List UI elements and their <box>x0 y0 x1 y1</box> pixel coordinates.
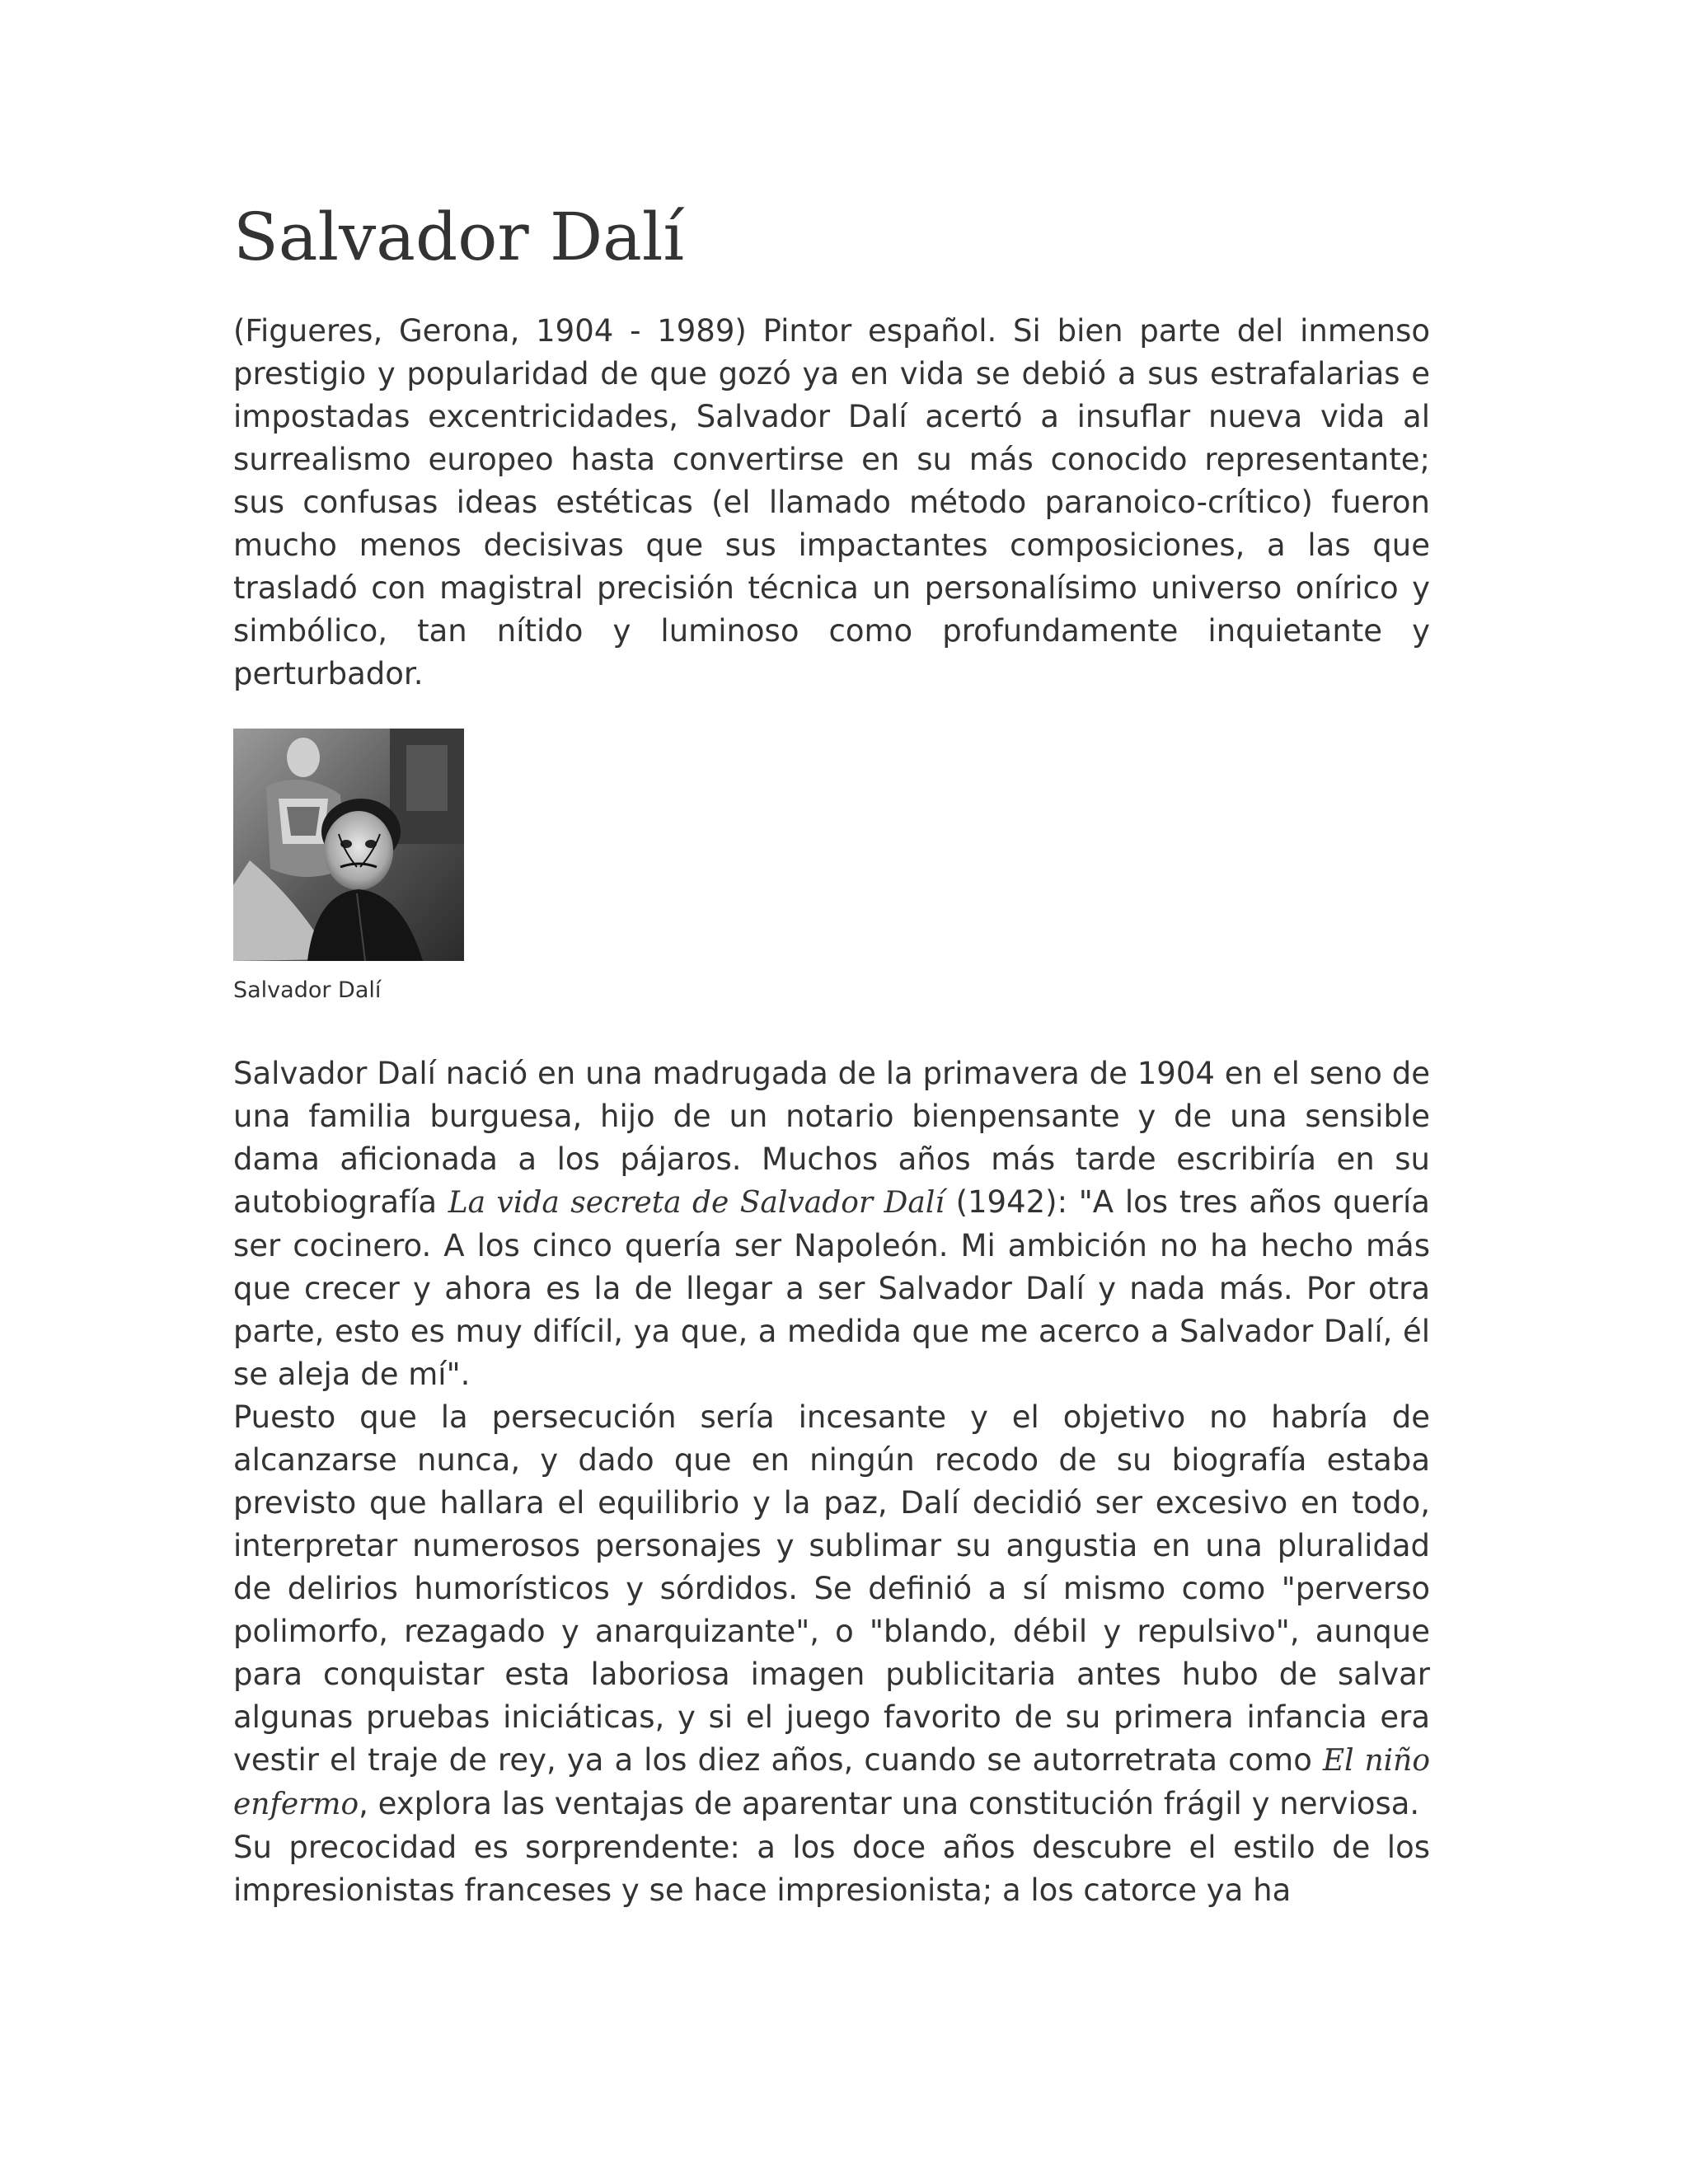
portrait-figure <box>233 729 1430 1003</box>
figure-caption: Salvador Dalí <box>233 977 382 1003</box>
body-paragraph-2-text-end: , explora las ventajas de aparentar una constitución frágil y nerviosa. <box>359 1786 1420 1821</box>
document-page <box>233 198 1430 1912</box>
page-title: Salvador Dalí <box>233 199 685 275</box>
body-paragraph-1 <box>233 1052 1430 1396</box>
book-title: La vida secreta de Salvador Dalí <box>448 1186 945 1220</box>
body-paragraph-1-text-end: (1942): "A los tres años quería ser cocinero. A los cinco quería ser Napoleón. Mi ambición no ha hecho más que crecer y ahora es la de llegar a ser Salvador Dalí y nada más. Por otra parte, esto es muy difícil, ya que, a medida que me acerco a Salvador Dalí, él se aleja de mí". <box>233 1184 1430 1392</box>
body-paragraph-2-text: Puesto que la persecución sería incesante y el objetivo no habría de alcanzarse nunca, y dado que en ningún recodo de su biografía estaba previsto que hallara el equilibrio y la paz, Dalí decidió ser excesivo en todo, interpretar numerosos personajes y sublimar su angustia en una pluralidad de delirios humorísticos y sórdidos. Se definió a sí mismo como "perverso polimorfo, rezagado y anarquizante", o "blando, débil y repulsivo", aunque para conquistar esta laboriosa imagen publicitaria antes hubo de salvar algunas pruebas iniciáticas, y si el juego favorito de su primera infancia era vestir el traje de rey, ya a los diez años, cuando se autorretrata como <box>233 1399 1430 1778</box>
body-paragraph-2 <box>233 1396 1430 1826</box>
painting-title: El niño enfermo <box>233 1744 1431 1821</box>
intro-paragraph: (Figueres, Gerona, 1904 - 1989) Pintor español. Si bien parte del inmenso prestigio y popularidad de que gozó ya en vida se debió a sus estrafalarias e impostadas excentricidades, Salvador Dalí acertó a insuflar nueva vida al surrealismo europeo hasta convertirse en su más conocido representante; sus confusas ideas estéticas (el llamado método paranoico-crítico) fueron mucho menos decisivas que sus impactantes composiciones, a las que trasladó con magistral precisión técnica un personalísimo universo onírico y simbólico, tan nítido y luminoso como profundamente inquietante y perturbador. <box>233 313 1430 691</box>
body-paragraph-3: Su precocidad es sorprendente: a los doce años descubre el estilo de los impresionistas franceses y se hace impresionista; a los catorce ya ha <box>233 1830 1430 1908</box>
body-paragraph-1-text: Salvador Dalí nació en una madrugada de la primavera de 1904 en el seno de una familia burguesa, hijo de un notario bienpensante y de una sensible dama aficionada a los pájaros. Muchos años más tarde escribiría en su autobiografía <box>233 1056 1430 1220</box>
portrait-photo <box>233 729 464 961</box>
